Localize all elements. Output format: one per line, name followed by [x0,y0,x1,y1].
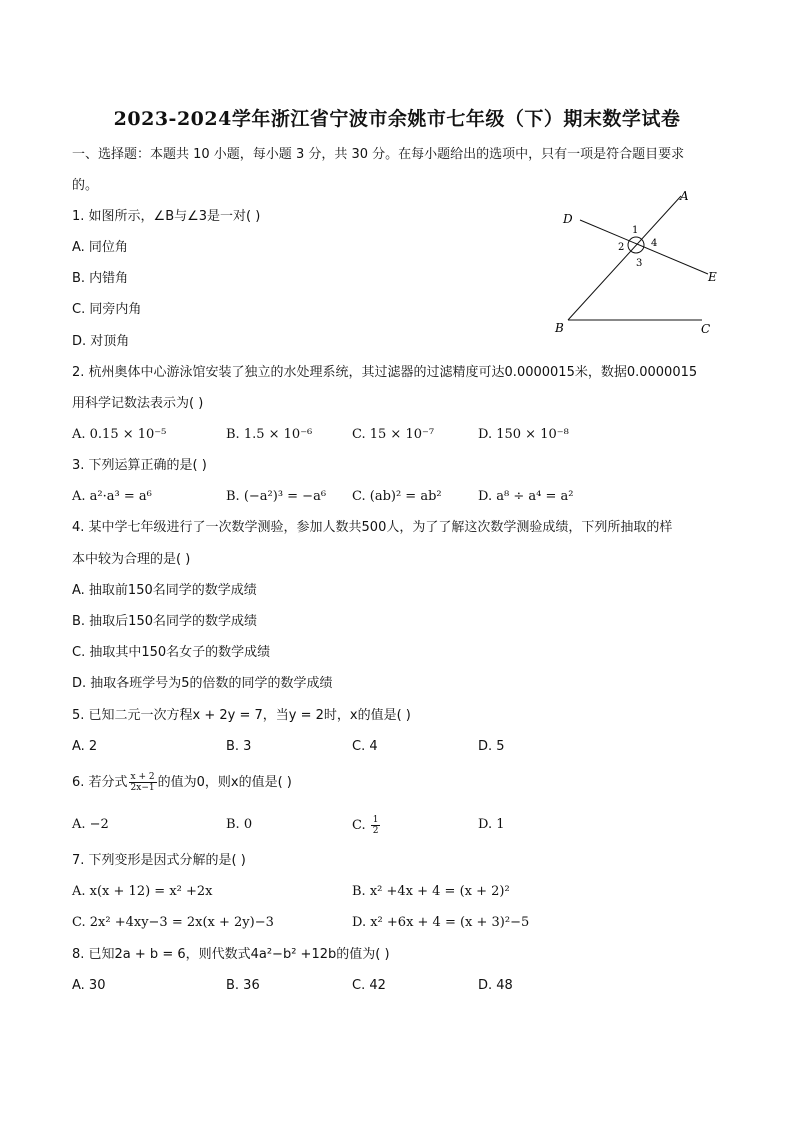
question-stem-cont: 本中较为合理的是( ) [72,552,191,567]
question-stem: 7. 下列变形是因式分解的是( ) [72,853,246,868]
option-c: C. 抽取其中150名女子的数学成绩 [72,645,271,660]
angle-2-label: 2 [618,242,625,253]
stem-before: 6. 若分式 [72,775,128,790]
option-c: C. 15 × 10⁻⁷ [352,427,435,442]
angle-3-label: 3 [636,258,643,269]
option-d: D. x² +6x + 4 = (x + 3)²−5 [352,915,530,930]
option-c: C. (ab)² = ab² [352,489,442,504]
option-a: A. 30 [72,978,106,993]
angle-1-label: 1 [632,225,639,236]
fraction-numerator: x + 2 [130,772,155,782]
option-b: B. 1.5 × 10⁻⁶ [226,427,313,442]
section-heading: 一、选择题：本题共 10 小题，每小题 3 分，共 30 分。在每小题给出的选项中，只有一项是符合题目要求 [72,147,685,162]
option-a: A. 抽取前150名同学的数学成绩 [72,583,257,598]
question-stem: 3. 下列运算正确的是( ) [72,458,207,473]
option-a: A. −2 [72,817,109,832]
line-ba [568,196,681,320]
option-b: B. 内错角 [72,271,129,286]
geometry-figure [545,182,735,342]
option-d: D. 48 [478,978,513,993]
question-stem: 1. 如图所示，∠B与∠3是一对( ) [72,209,261,224]
page-title: 2023-2024学年浙江省宁波市余姚市七年级（下）期末数学试卷 [113,108,681,130]
fraction-denominator: 2 [372,826,379,836]
option-c: C. 2x² +4xy−3 = 2x(x + 2y)−3 [72,915,274,930]
angle-4-label: 4 [651,238,658,249]
question-stem: 8. 已知2a + b = 6，则代数式4a²−b² +12b的值为( ) [72,947,390,962]
option-c [352,815,381,836]
fraction-numerator: 1 [372,815,379,825]
option-d: D. 对顶角 [72,334,130,349]
option-d: D. a⁸ ÷ a⁴ = a² [478,489,574,504]
question-stem: 4. 某中学七年级进行了一次数学测验，参加人数共500人，为了了解这次数学测验成绩，下列所抽取的样 [72,520,673,535]
option-c-prefix: C. [352,818,370,833]
option-d: D. 抽取各班学号为5的倍数的同学的数学成绩 [72,676,333,691]
option-c: C. 同旁内角 [72,302,142,317]
label-b: B [555,321,564,335]
option-c: C. 4 [352,739,378,754]
question-stem [72,772,292,793]
option-a: A. 同位角 [72,240,128,255]
option-b: B. x² +4x + 4 = (x + 2)² [352,884,510,899]
label-d: D [563,212,573,226]
question-stem: 5. 已知二元一次方程x + 2y = 7，当y = 2时，x的值是( ) [72,708,411,723]
option-a: A. 0.15 × 10⁻⁵ [72,427,167,442]
option-d: D. 1 [478,817,505,832]
stem-after: 的值为0，则x的值是( ) [157,775,292,790]
option-b: B. (−a²)³ = −a⁶ [226,489,327,504]
label-e: E [708,270,717,284]
option-a: A. x(x + 12) = x² +2x [72,884,213,899]
option-b: B. 3 [226,739,252,754]
label-c: C [701,322,711,336]
question-stem-cont: 用科学记数法表示为( ) [72,396,204,411]
option-b: B. 0 [226,817,253,832]
option-c: C. 42 [352,978,386,993]
fraction [129,772,157,793]
option-a: A. a²·a³ = a⁶ [72,489,152,504]
option-d: D. 5 [478,739,505,754]
option-d: D. 150 × 10⁻⁸ [478,427,569,442]
question-stem: 2. 杭州奥体中心游泳馆安装了独立的水处理系统，其过滤器的过滤精度可达0.0000015米，数据0.0000015 [72,365,698,380]
fraction [371,815,381,836]
label-a: A [680,189,689,203]
fraction-denominator: 2x−1 [130,783,155,793]
option-a: A. 2 [72,739,98,754]
option-b: B. 抽取后150名同学的数学成绩 [72,614,257,629]
option-b: B. 36 [226,978,260,993]
section-heading-cont: 的。 [72,178,99,193]
